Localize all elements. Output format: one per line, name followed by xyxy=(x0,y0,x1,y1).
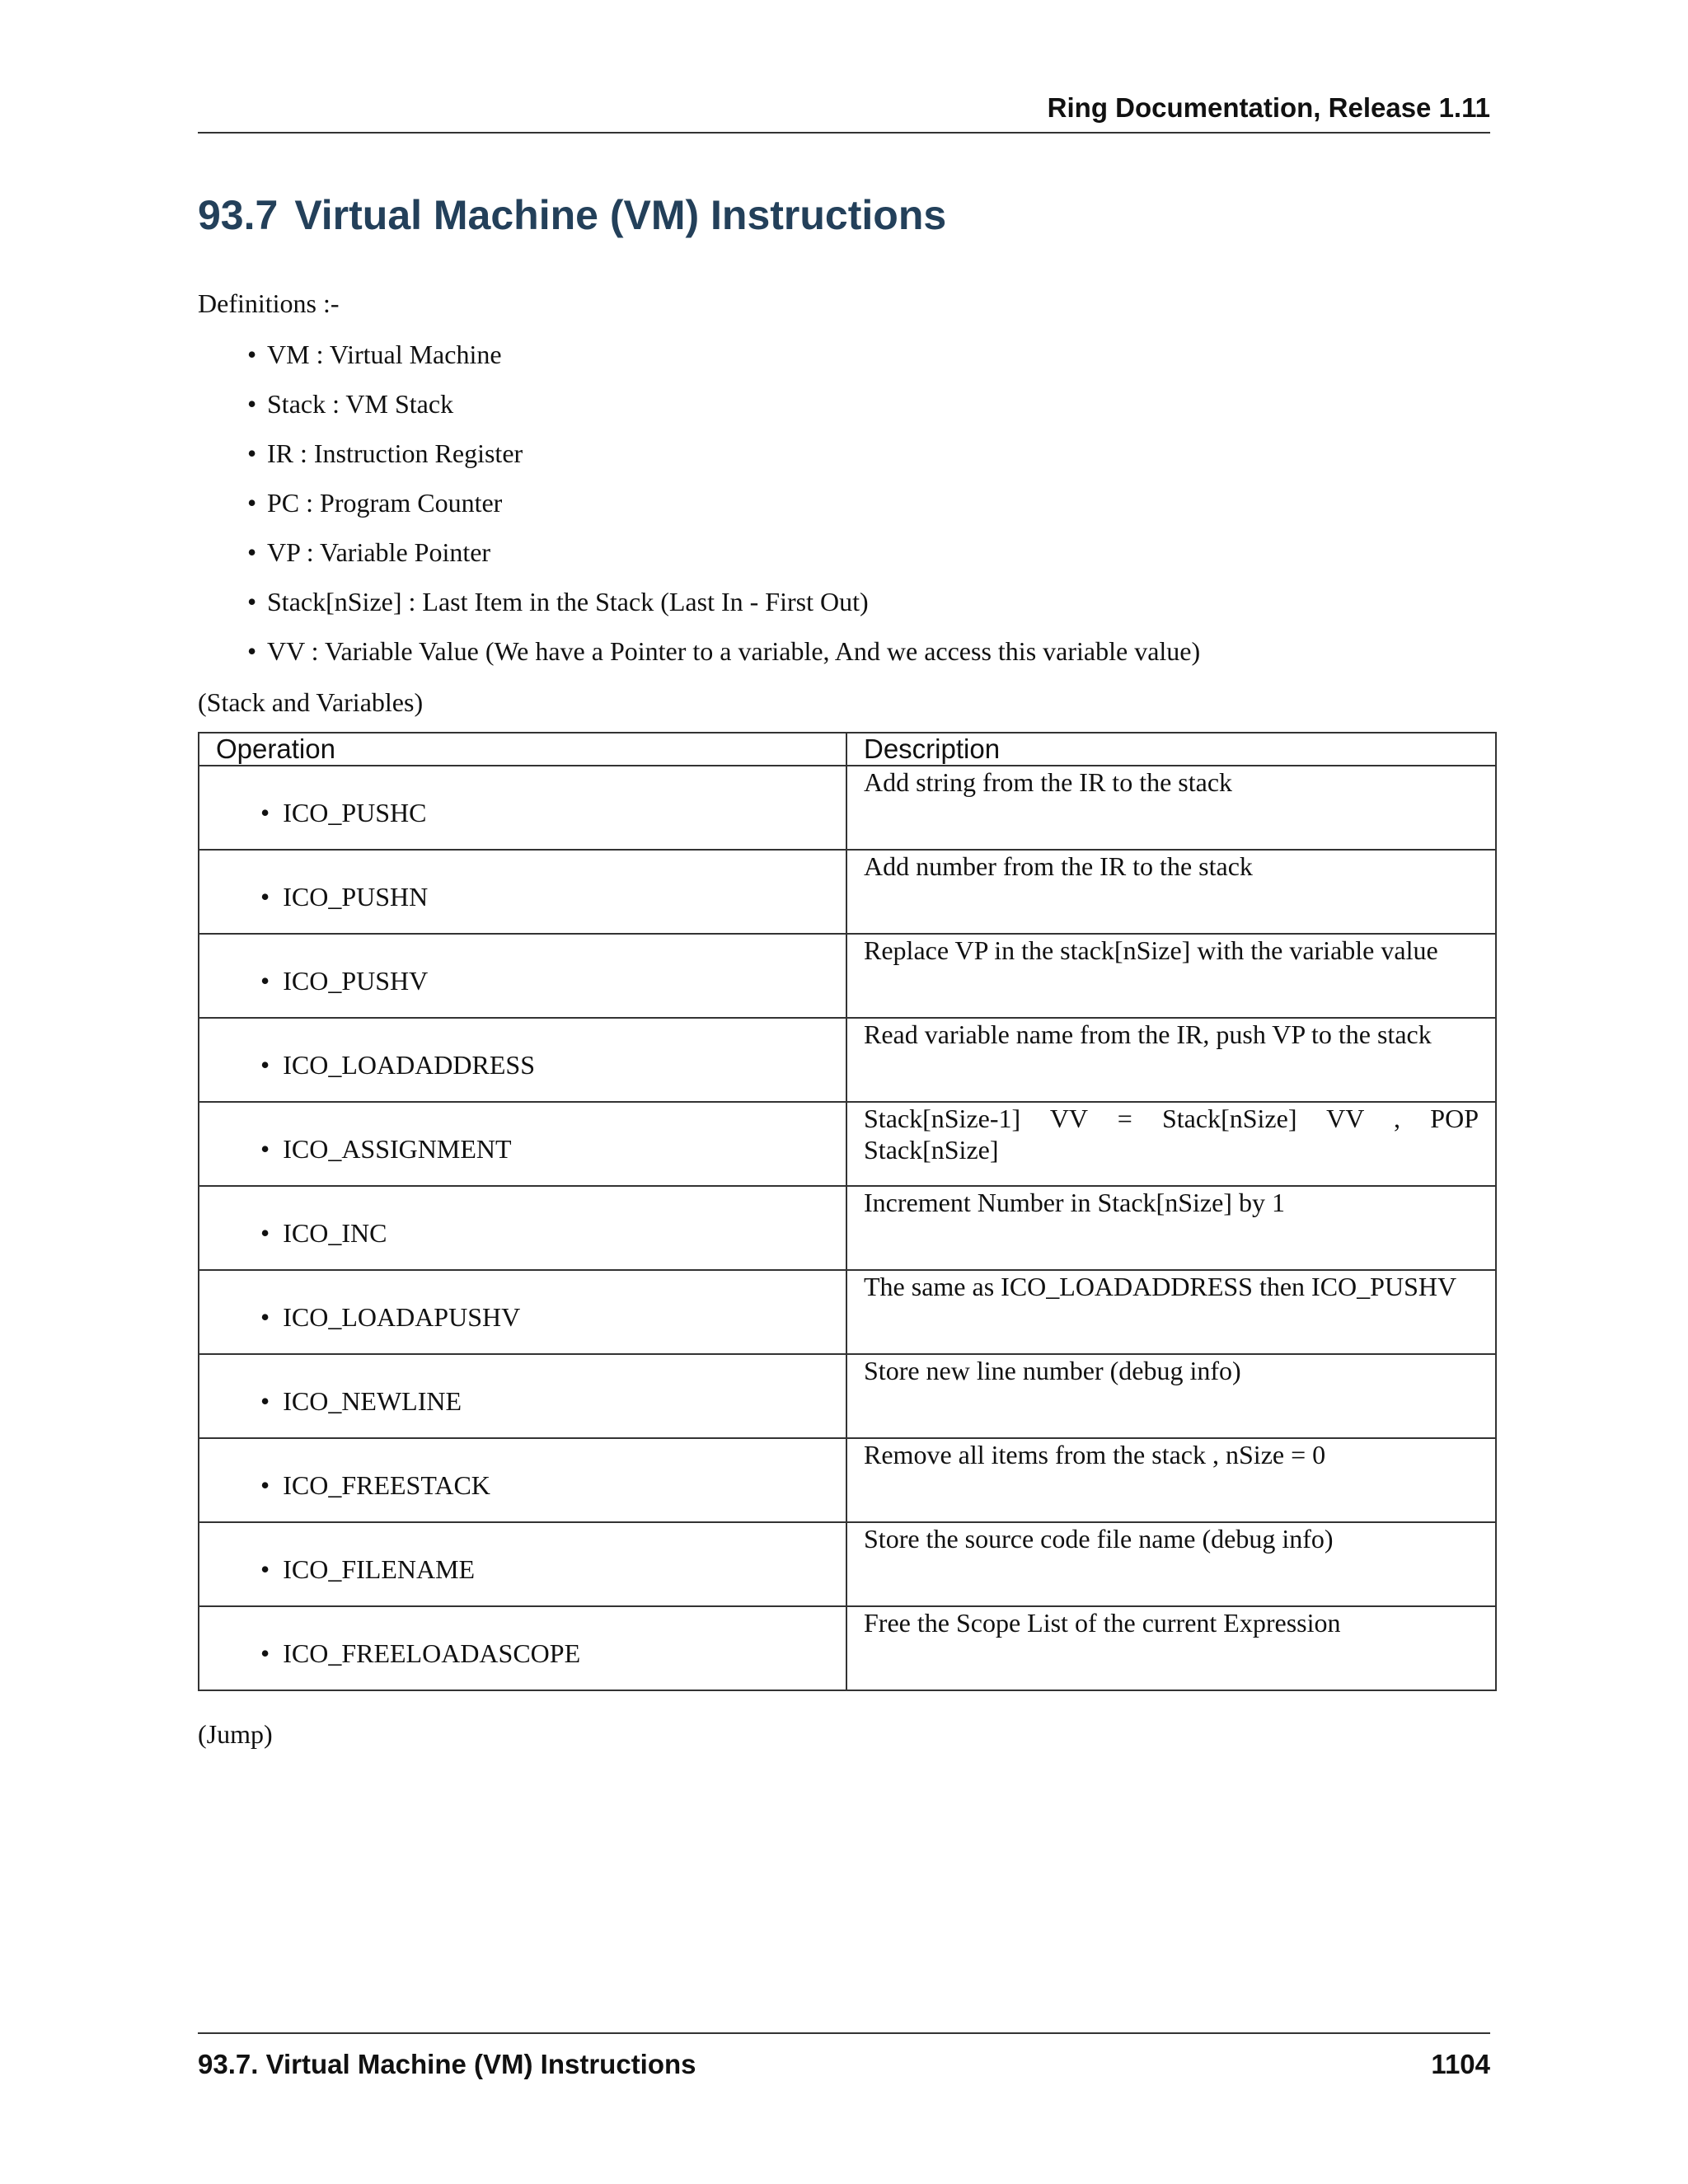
operation-cell xyxy=(199,766,846,850)
operation-name: • ICO_LOADADDRESS xyxy=(260,1050,535,1080)
operation-cell xyxy=(199,1102,846,1186)
operation-cell xyxy=(199,1018,846,1102)
page-number: 1104 xyxy=(1431,2049,1490,2079)
table-row xyxy=(199,1018,1496,1102)
description-cell xyxy=(846,1186,1496,1270)
table-row xyxy=(199,1354,1496,1438)
operation-cell xyxy=(199,1522,846,1606)
table-row xyxy=(199,1438,1496,1522)
description-text: Add number from the IR to the stack xyxy=(864,851,1253,881)
definition-item: • Stack : VM Stack xyxy=(247,379,1200,429)
description-cell xyxy=(846,1102,1496,1186)
table-header-row xyxy=(199,733,1496,766)
definition-item: • PC : Program Counter xyxy=(247,478,1200,527)
operation-cell xyxy=(199,1186,846,1270)
description-text: Add string from the IR to the stack xyxy=(864,767,1233,797)
description-cell xyxy=(846,850,1496,934)
description-cell xyxy=(846,934,1496,1018)
operation-name: • ICO_ASSIGNMENT xyxy=(260,1134,512,1165)
description-text: Increment Number in Stack[nSize] by 1 xyxy=(864,1188,1285,1217)
operation-cell xyxy=(199,1354,846,1438)
operation-cell xyxy=(199,1438,846,1522)
operation-name: • ICO_FREESTACK xyxy=(260,1470,490,1501)
table-row xyxy=(199,1102,1496,1186)
column-header-description: Description xyxy=(846,733,1496,766)
description-cell xyxy=(846,1018,1496,1102)
definitions-intro: Definitions :- xyxy=(198,288,340,318)
operation-name: • ICO_LOADAPUSHV xyxy=(260,1302,520,1333)
definitions-list xyxy=(247,330,1200,676)
table-row xyxy=(199,766,1496,850)
description-cell xyxy=(846,1606,1496,1690)
definition-item: • Stack[nSize] : Last Item in the Stack (Last In - First Out) xyxy=(247,577,1200,626)
footer-section: 93.7. Virtual Machine (VM) Instructions xyxy=(198,2049,696,2079)
operation-cell xyxy=(199,1606,846,1690)
definition-item: • VV : Variable Value (We have a Pointer to a variable, And we access this variable value) xyxy=(247,626,1200,676)
definition-item: • IR : Instruction Register xyxy=(247,429,1200,478)
instructions-table xyxy=(198,732,1497,1691)
description-text: Stack[nSize-1] VV = Stack[nSize] VV , POP Stack[nSize] xyxy=(864,1104,1479,1165)
description-text: Store new line number (debug info) xyxy=(864,1356,1241,1385)
operation-name: • ICO_NEWLINE xyxy=(260,1386,462,1417)
table-row xyxy=(199,1270,1496,1354)
table-row xyxy=(199,850,1496,934)
operation-name: • ICO_PUSHV xyxy=(260,966,428,996)
operation-name: • ICO_FREELOADASCOPE xyxy=(260,1638,580,1669)
definition-item: • VM : Virtual Machine xyxy=(247,330,1200,379)
running-header: Ring Documentation, Release 1.11 xyxy=(198,92,1490,134)
operation-name: • ICO_PUSHN xyxy=(260,882,428,912)
operation-cell xyxy=(199,934,846,1018)
description-text: Store the source code file name (debug info) xyxy=(864,1524,1334,1554)
operation-cell xyxy=(199,850,846,934)
section-title-text: Virtual Machine (VM) Instructions xyxy=(294,192,947,238)
operation-cell xyxy=(199,1270,846,1354)
definition-item: • VP : Variable Pointer xyxy=(247,527,1200,577)
column-header-operation: Operation xyxy=(199,733,846,766)
operation-name: • ICO_PUSHC xyxy=(260,798,426,828)
running-footer xyxy=(198,2032,1490,2080)
section-title xyxy=(198,191,946,239)
table-row xyxy=(199,1606,1496,1690)
table-row xyxy=(199,1186,1496,1270)
description-cell xyxy=(846,1354,1496,1438)
jump-caption: (Jump) xyxy=(198,1719,273,1749)
description-cell xyxy=(846,1270,1496,1354)
description-cell xyxy=(846,1438,1496,1522)
description-text: Replace VP in the stack[nSize] with the variable value xyxy=(864,935,1438,965)
table-caption: (Stack and Variables) xyxy=(198,687,424,717)
table-row xyxy=(199,1522,1496,1606)
description-cell xyxy=(846,1522,1496,1606)
description-text: Free the Scope List of the current Expression xyxy=(864,1608,1341,1638)
description-text: The same as ICO_LOADADDRESS then ICO_PUSHV xyxy=(864,1272,1457,1301)
description-text: Read variable name from the IR, push VP to the stack xyxy=(864,1019,1432,1049)
table-row xyxy=(199,934,1496,1018)
description-text: Remove all items from the stack , nSize = 0 xyxy=(864,1440,1326,1469)
operation-name: • ICO_INC xyxy=(260,1218,387,1249)
section-number: 93.7 xyxy=(198,192,279,238)
description-cell xyxy=(846,766,1496,850)
operation-name: • ICO_FILENAME xyxy=(260,1554,475,1585)
